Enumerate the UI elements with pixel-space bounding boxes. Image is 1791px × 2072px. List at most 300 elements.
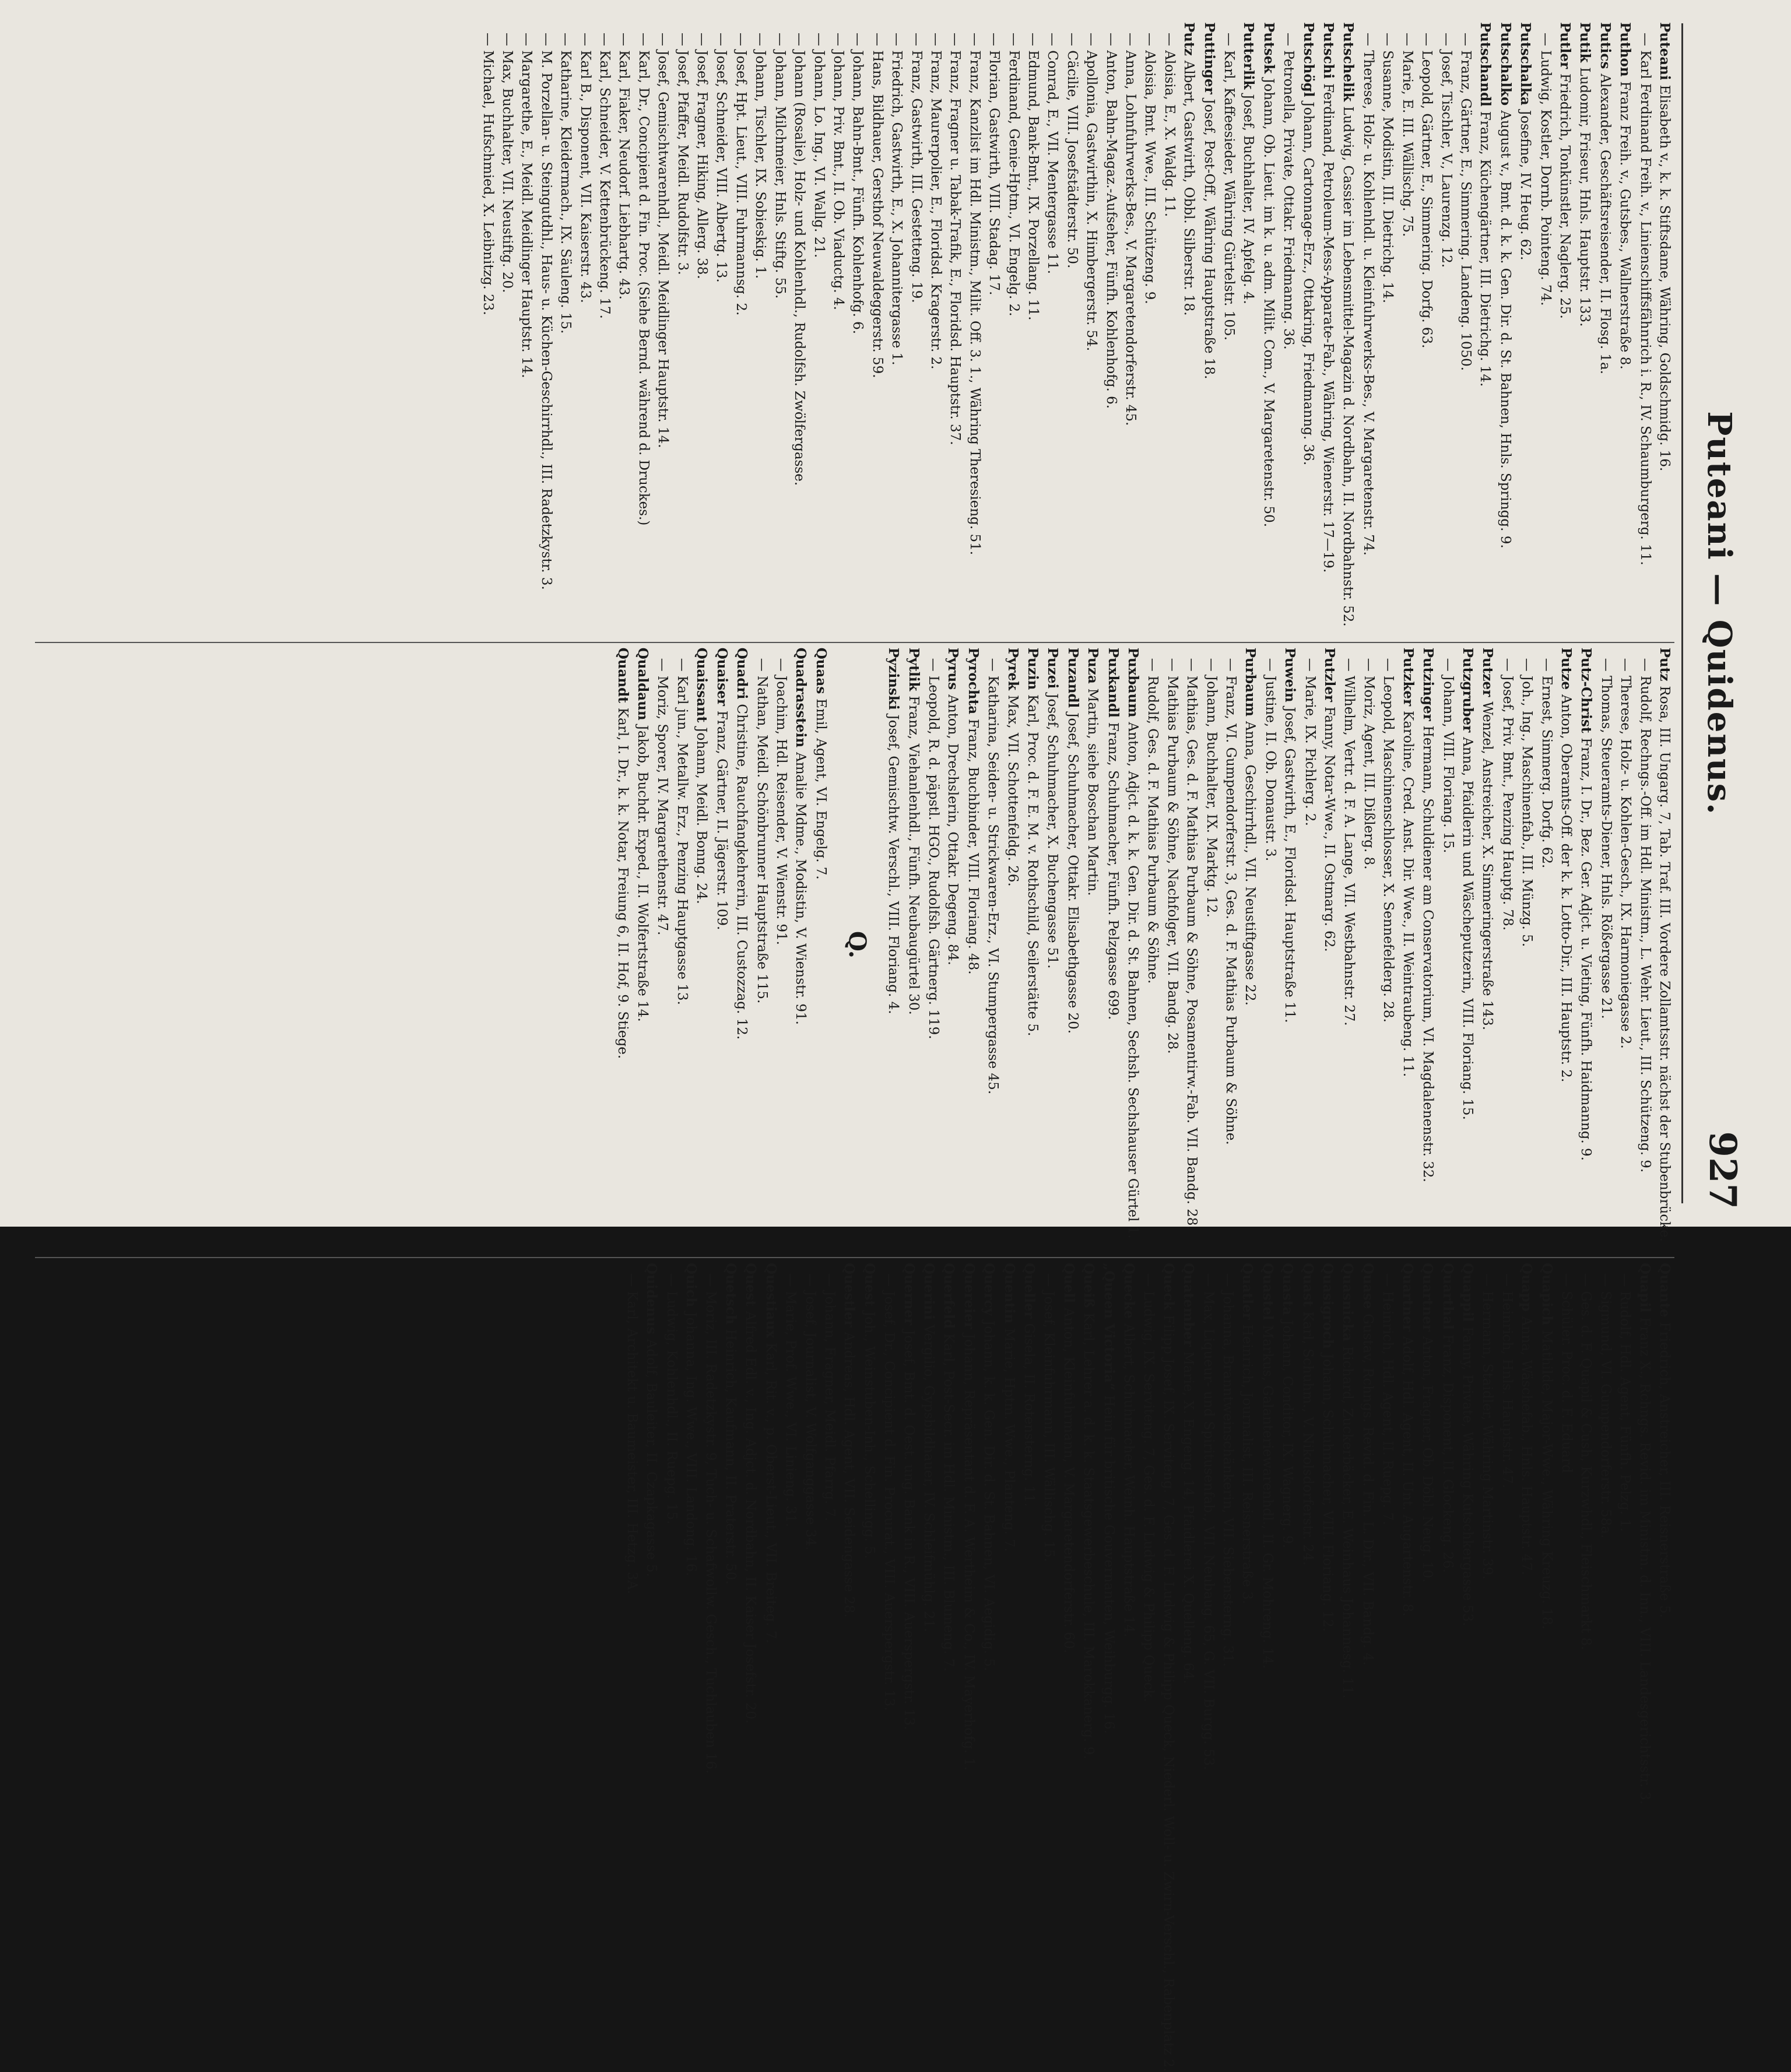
directory-entry (979, 1263, 999, 2072)
directory-subentry: — Therese, Holz- u. Kohlen-Gesch., IX. Harmoniegasse 2. (1618, 658, 1634, 1049)
directory-entry (1555, 22, 1575, 627)
directory-subentry: — Johann, Lo. Ing., VI. Wallg. 21. (811, 33, 827, 258)
directory-entry (1515, 22, 1535, 627)
entry-surname: Quercy (981, 1263, 998, 1321)
directory-subentry: — Franz, Gastwirth, III. Gestetteng. 19. (908, 33, 924, 303)
entry-surname: Puwein (1282, 647, 1298, 707)
directory-subentry: — Marie, Prof. Wwe., VI. Linieng. 31. (783, 1273, 799, 1527)
directory-entry (1475, 22, 1495, 627)
directory-subentry: — Johann, Milchmeier, Hnls. Stiftg. 55. (772, 33, 788, 299)
entry-surname: Quatember (1181, 1263, 1197, 1352)
entry-surname: Quaissant (694, 647, 710, 728)
directory-entry (1019, 1263, 1039, 2072)
directory-subentry: — Karl, Architekt u. Baumeister, III. Hetzg. 3A. (624, 1273, 640, 1595)
entry-surname: Pyrochta (965, 647, 981, 719)
entry-details: Emil, Agent, VI. Engelg. 7. (813, 698, 828, 880)
directory-subentry: — Josef, Gemischtwarenhdl., Meidl. Meidlinger Hauptstr. 14. (655, 33, 671, 448)
directory-subentry: — Friedrich, Gastwirth, E., X. Johannitergasse 1. (889, 33, 905, 366)
entry-details: Josef, Gemischtw. Verschl., VIII. Floriang. 4. (886, 714, 901, 1014)
entry-surname: Putschalka (1518, 22, 1534, 110)
directory-subentry: — Rudolf, Ges. d. F. Mathias Purbaum & Söhne. (1145, 658, 1161, 984)
directory-subentry: — M. Porzellan- u. Steingutdhl., Haus- u. Küchen-Geschirrhdl., III. Radetzkystr. 3. (538, 33, 554, 590)
directory-entry (1098, 1263, 1118, 2072)
entry-surname: Quaiser (714, 647, 730, 711)
entry-details: Johann, Conditor, IX. Wagnerg. 9. (1280, 1320, 1295, 1548)
entry-details: Karl, Lehrer a. d. k. k. Staatsgewerbeschule, III. Marokkanerg. 9. (1081, 1312, 1097, 1760)
entry-surname: Quapp (1519, 1263, 1535, 1316)
entry-surname: Pyrus (945, 647, 961, 695)
entry-surname: Putschandl (1477, 22, 1494, 111)
entry-surname: Queller (1021, 1263, 1037, 1323)
directory-subentry: — Franz, Kanzlist im Hdl. Ministm., Milit. Off. 3. 1., Währing Theresieng. 51. (967, 33, 982, 556)
entry-surname: Quartner (1420, 1263, 1436, 1336)
entry-details: Friedrich, Tonkünstler, Naglerg. 25. (1557, 73, 1572, 319)
entry-surname: Putsek (1260, 22, 1277, 79)
entry-details: Filipp Josef, IX. Serviteng. 7, Ges. d. F. Ludwig & Philipp Queck, Niederl. Woll- u. Zwirn-Verschl., Rabenplatz 2. (1160, 1315, 1176, 2072)
entry-details: Wenzel, Anstreicher, X. Simmeringerstraße 143. (1480, 701, 1495, 1031)
directory-subentry: — Karl B., Disponent, VII. Kaiserstr. 43. (577, 33, 593, 303)
directory-entry (1318, 1263, 1337, 2072)
directory-subentry: — Anna, Lohnfuhrwerks-Bes., V. Margaretendorferstr. 45. (1123, 33, 1139, 426)
directory-subentry: — Franz, Maurerpolier, E., Floridsd. Kragerstr. 2. (928, 33, 943, 370)
directory-subentry: — Ernest, Simmerg. Dorfg. 62. (1539, 658, 1554, 869)
directory-subentry: — Conrad, E., VII. Mentergasse 11. (1045, 33, 1060, 275)
directory-entry (691, 648, 711, 1242)
entry-details: Jakob, Buchdr. Exped., II. Wolfertstraße 14. (635, 725, 651, 1022)
directory-entry (1655, 1263, 1674, 2072)
directory-subentry: — Karl, Fiaker, Neudorf. Liebhartg. 43. (616, 33, 632, 300)
entry-details: Gisela, II. Rotensterng. 11. (1021, 1323, 1037, 1507)
entry-details: Anna, Wäschefab., Hnls. Hauptstr. 47. (1519, 1316, 1534, 1575)
directory-subentry: — Josef, Kleinfuhrmann, III. Wällischg. 15. (1041, 1273, 1057, 1562)
directory-entry (721, 1263, 740, 2072)
entry-surname: Putz (1181, 22, 1197, 61)
directory-entry (1062, 648, 1082, 1242)
directory-entry (1576, 648, 1596, 1242)
entry-details: Alfred Edl. v., Ing. Adjct. d. Nordbahn, II. Kaiser Josefstr. 20. (743, 1311, 758, 1724)
directory-entry (919, 1263, 939, 2072)
directory-subentry: — Sigmund, VI. Gumpendorferstr. 58a. (1597, 1273, 1613, 1539)
entry-surname: Questler (841, 1263, 858, 1332)
entry-details: Franz X., Rchngs. Revid. im Ministm. d. Inn., VIII. Landesgerichtsstr. 3. (1637, 1317, 1652, 1805)
page-header (1686, 0, 1750, 1227)
directory-subentry: — Moriz, III. Radetzkystr. 9, Tuch- u. Schafwollw. Gesch., Tuchlauben 16. (703, 1273, 719, 1774)
directory-subentry: — Ges. d. F. Quapil & Cush, Kurzwhdl., Fleischmarkt 8. (1578, 1273, 1594, 1650)
directory-subentry: — Moriz, Sporer, IV. Margarethenstr. 47. (655, 658, 670, 936)
directory-entry (1277, 1263, 1297, 2072)
directory-entry (1358, 1263, 1378, 2072)
entry-details: Ludomir, Friseur, Hnls. Hauptstr. 133. (1577, 67, 1593, 327)
directory-entry (898, 1263, 918, 2072)
entry-surname: Quaas (813, 647, 829, 699)
entry-details: Max, VII. Schottenfeldg. 26. (1005, 695, 1020, 887)
entry-surname: Quast (1300, 1263, 1316, 1312)
entry-details: Anton, Fragner, Ob. Döbl. Neug. 10. (1420, 1336, 1435, 1583)
entry-surname: Quecke (1121, 1263, 1137, 1323)
directory-entry (903, 648, 923, 1242)
entry-surname: Putschi (1321, 22, 1337, 84)
entry-details: Mathilde, Major-Wwe., Währing Kreuzg. 18. (1539, 1330, 1554, 1629)
entry-details: August v., Bmt. d. k. k. Gen. Dir. d. St. Bahnen, Hnls. Springg. 9. (1497, 110, 1513, 549)
entry-surname: Quapich (1539, 1263, 1555, 1330)
entry-details: Franz, Schuhmacher, Fünfh. Pelzgasse 699. (1105, 722, 1121, 1020)
directory-entry (1298, 22, 1318, 627)
directory-subentry: — Franz, Gärtner, E., Simmering. Landeng. 1050. (1458, 33, 1473, 371)
directory-entry (1458, 648, 1477, 1242)
directory-subentry: — Ludwig, IX. Serviteng. 7, Ges. d. F. Ludwig & Philipp Queck. (1141, 1273, 1157, 1702)
directory-subentry: — Justine, II. Ob. Donaustr. 3. (1262, 658, 1278, 862)
directory-entry (1418, 648, 1438, 1242)
entry-surname: Quartner (1399, 1263, 1416, 1336)
entry-surname: Putzinger (1420, 647, 1437, 726)
entry-details: Franz, Buchbinder, VIII. Floriang. 48. (965, 719, 981, 975)
entry-details: Franz, I. Dr., Bez. Ger. Adjct. u. Vieting, Fünfh. Haidmanng. 9. (1578, 738, 1594, 1161)
directory-subentry: — Thomas, Steueramts-Diener, Hnls. Rößergasse 21. (1598, 658, 1614, 1019)
entry-surname: Quarthal (1439, 1263, 1456, 1334)
entry-surname: Puxkandl (1105, 647, 1121, 722)
directory-entry (1655, 22, 1674, 627)
entry-details: Anton, Kleinfuhrmann, V. Margaretendorferstr. 60. (1060, 1307, 1076, 1653)
entry-surname: Putterlik (1241, 22, 1257, 94)
directory-subentry: — Marie, E. III. Wällischg. 75. (1399, 33, 1415, 237)
entry-details: Franz, Viehanlenhdl., Fünfh. Neubaugürtel 30. (905, 696, 921, 1015)
entry-details: Marie, X. Engeng. 14, Pfaidlerei X. Quelleng. 64. (1181, 1351, 1196, 1684)
entry-details: Josef, Bmt. d. Oest. ung. Bank in R., VIII. Auerspergstr. 13. (901, 1330, 916, 1730)
directory-subentry: — Katharina, Seiden- u. Strickwaren-Erz., VI. Stumpergasse 45. (985, 658, 1001, 1095)
directory-subentry: — Ludwig, Kostler, Dornb. Pointeng. 74. (1537, 33, 1553, 306)
entry-surname: Pyzinski (886, 647, 902, 715)
directory-entry (839, 1263, 859, 2072)
directory-entry (1397, 1263, 1417, 2072)
entry-surname: Quereier (961, 1263, 977, 1334)
directory-entry (1240, 648, 1260, 1242)
entry-surname: Putik (1577, 22, 1593, 68)
entry-surname: Querfeld (941, 1263, 957, 1333)
directory-entry (760, 1263, 780, 2072)
entry-details: Karl, Schuhm., V. Nikolsdorferstr. 24. (1300, 1311, 1315, 1565)
directory-column (35, 642, 1674, 1242)
entry-surname: Putzgruber (1459, 647, 1476, 738)
page-number: 927 (1701, 1131, 1744, 1209)
directory-entry (1297, 1263, 1317, 2072)
directory-subentry: — Josef, Fragner, Hiking, Allerg. 38. (694, 33, 710, 279)
directory-subentry: — Heinrich, Hnls. Hauptstr. 47. (1499, 1273, 1515, 1488)
directory-entry (1199, 22, 1218, 627)
directory-entry (939, 1263, 958, 2072)
directory-subentry: — Rudolf, Hdl. Agent, Fünfh. Pelzg. 1. (1617, 1273, 1633, 1532)
directory-subentry: — Katharine, Kleidermach., IX. Säuleng. 15. (558, 33, 574, 334)
entry-details: Karl, Proc. d. F. E. M. v. Rothschild, Seilerstätte 5. (1025, 694, 1040, 1037)
directory-subentry: — Joh., Ing., Maschinenfab., III. Münzg. 5. (1519, 658, 1535, 947)
entry-surname: Quasigroch (1320, 1263, 1336, 1354)
entry-details: Ludwig, Cassier im Lebensmittel-Magazin d. Nordbahn, II. Nordbahnstr. 52. (1340, 106, 1356, 627)
entry-surname: Quadri (734, 647, 750, 704)
entry-details: Rosa, III. Ungarg. 7, Tab. Traf. III. Vordere Zollamtsstr. nächst der Stubenbrücke. (1657, 686, 1672, 1242)
directory-entry (1595, 22, 1614, 627)
entry-details: Markus, Galanteriewarenhdl., II. Gr. Mohreng. 14. (1259, 1325, 1275, 1669)
directory-entry (732, 648, 751, 1242)
entry-surname: Puzin (1025, 647, 1041, 695)
directory-subentry: — Cäcilie, VIII. Josefstädterstr. 50. (1064, 33, 1080, 269)
entry-details: Franz, Gärtner, II. Jägerstr. 109. (714, 710, 729, 930)
entry-surname: Quich (683, 1263, 700, 1312)
directory-entry (1258, 22, 1278, 627)
directory-entry (1338, 22, 1358, 627)
directory-subentry: — Franz, Fragner u. Tabak-Trafik, E., Floridsd. Hauptstr. 37. (947, 33, 963, 445)
directory-subentry: — Schüler. Proc. d. F. Eduard (1558, 1273, 1574, 1473)
entry-surname: Pyrek (1005, 647, 1021, 696)
entry-surname: Putzler (1322, 647, 1338, 707)
entry-details: Johann, Repräsentant d. F. A. Wertheim & Co., IV. Mayerhofg. 1. (961, 1333, 977, 1771)
directory-entry (1556, 648, 1576, 1242)
directory-entry (1615, 22, 1635, 627)
entry-details: Ferdinand, Petroleum-Mess-Apparate-Fab., Währing, Wienerstr. 17—19. (1321, 83, 1336, 573)
directory-subentry: — Leopold, Gärtner, E., Simmering. Dorfg. 63. (1419, 33, 1435, 349)
entry-surname: Quadrasstein (793, 647, 809, 753)
directory-subentry: — Johann, Tischler, IX. Sobieskig. 1. (753, 33, 768, 279)
directory-subentry: — Edmund, Bank-Bmt., IX. Porzellang. 11. (1026, 33, 1041, 321)
entry-details: Anton, Drechslerin, Ottakr. Degeng. 84. (945, 694, 961, 965)
directory-column (35, 1257, 1674, 2072)
directory-subentry: — Karl, Schneider, V. Kettenbrückeng. 17. (597, 33, 613, 319)
directory-subentry: — Johann, VIII. Floriang. 15. (1440, 658, 1456, 854)
directory-column (35, 17, 1674, 627)
directory-entry (1319, 648, 1339, 1242)
entry-details: Johanna, Ing. Wwe., VIII. Landong. 16. (683, 1312, 699, 1576)
directory-subentry: — Max, Liqueur- und Spiritusenfab., VII. Neubaug. 65, G. VII. Burgg. 53. (1200, 1273, 1216, 1771)
directory-subentry: — Joachim, Hdl. Reisender, V. Wienstr. 91. (773, 658, 789, 945)
directory-entry (958, 1263, 978, 2072)
directory-entry (1237, 1263, 1257, 2072)
entry-surname: Putler (1557, 22, 1573, 74)
entry-surname: Quatler (1239, 1263, 1256, 1325)
entry-surname: Purbaum (1242, 647, 1259, 721)
entry-details: Andreas, Hdl. Agent, VII. Seidengasse 28. (841, 1332, 857, 1618)
page-title: Puteani — Quidenus. (1700, 411, 1739, 816)
directory-entry (1042, 648, 1062, 1242)
section-letter: Q. (843, 930, 871, 958)
directory-entry (859, 1263, 879, 2072)
directory-subentry: — Moriz, Agent, III. Dißlerg. 8. (1361, 658, 1376, 870)
directory-entry (633, 648, 652, 1242)
directory-subentry: — Marie, IX. Pichlerg. 2. (1302, 658, 1318, 826)
entry-details: Karl, Post-Secr. im Hdl. Ministm., III. Blumeng. 7. (941, 1333, 957, 1671)
entry-details: Fanny, Notar-Wwe., II. Ostmarg. 62. (1322, 706, 1337, 952)
directory-subentry: — Apollonia, Gastwirthin, X. Himbergerstr. 54. (1084, 33, 1100, 352)
directory-entry (1495, 22, 1515, 627)
directory-subentry: — Rudolf, Rechngs.-Off. im Hdl. Ministm., L. Wehr. Lieut., III. Schützeng. 9. (1637, 658, 1653, 1173)
entry-surname: Quante (1657, 1263, 1673, 1322)
directory-entry (1280, 648, 1300, 1242)
directory-subentry: — Margarethe, E., Meidl. Meidlinger Hauptstr. 14. (519, 33, 535, 378)
directory-subentry: — Karl jun., Metallw. Erz., Penzing Hauptgasse 13. (674, 658, 690, 1005)
entry-details: Josef, Buchhalter, IV. Apfelg. 4. (1241, 94, 1256, 304)
entry-details: Friedrich, Anstreicher, III. Reisnerstraße 5. (1657, 1322, 1672, 1618)
entry-surname: Quasta (1280, 1263, 1296, 1321)
directory-subentry: — Susanne, Modistin, III. Dietrichg. 14. (1380, 33, 1396, 304)
directory-subentry: — Mathias, Ges. d. F. Mathias Purbaum & Söhne, Posamentirw.-Fab. VII. Bandg. 28. (1184, 658, 1200, 1230)
directory-subentry: — Hans, Bildhauer, Gersthof Neuwaldeggerstr. 59. (869, 33, 885, 378)
entry-surname: Putzker (1400, 647, 1416, 711)
directory-entry (1634, 1263, 1654, 2072)
directory-entry (1337, 1263, 1357, 2072)
directory-columns (35, 17, 1674, 2072)
directory-subentry: — Josef, Priv. Bmt., Penzing Hauptg. 78. (1499, 658, 1515, 931)
entry-surname: Quandt (614, 647, 631, 708)
directory-subentry: — Therese, Holz- u. Kohlenhdl. u. Kleinfuhrwerks-Bes., V. Margaretenstr. 74. (1360, 33, 1376, 556)
entry-surname: Querini (921, 1263, 937, 1325)
entry-details: Josef, Gastwirth, E., Floridsd. Hauptstraße 11. (1282, 707, 1298, 1023)
header-rule (1681, 23, 1683, 1203)
directory-subentry: — Johanna, Branntweinschänkerin, VII. Siebensterng. 31. (1220, 1273, 1236, 1667)
entry-surname: Quetsch (722, 1263, 739, 1329)
entry-details: Anna, Pfaidlerin und Wäscheputzerin, VIII. Floriang. 15. (1459, 737, 1475, 1120)
directory-subentry: — Leopold, Maschinenschlosser, X. Sennefelderg. 28. (1381, 658, 1396, 1023)
entry-surname: Pytlik (905, 647, 922, 696)
directory-entry (1083, 648, 1102, 1242)
directory-entry (999, 1263, 1019, 2072)
entry-details: Martin, siehe Boschan Martin. (1085, 688, 1101, 896)
entry-details: Franz Freih. v., Gutsbes., Wallnerstraße 8. (1617, 81, 1633, 370)
entry-details: Johann, Cartonnage-Erz., Ottakring, Friedmanng. 36. (1300, 101, 1316, 466)
directory-subentry: — Karl, Dr., Concipient d. Fin. Proc. (Siehe Bernd. während d. Druckes.) (635, 33, 651, 526)
directory-subentry: — Johann, Bahn-Bmt., Fünfh. Kohlenhofg. 6. (850, 33, 866, 335)
entry-surname: Putz-Christ (1578, 647, 1595, 738)
directory-subentry: — Josef, Schneider, VIII. Albertg. 13. (714, 33, 729, 283)
directory-subentry: — Mathias Purbaum & Söhne, Nachfolger, VII. Bandg. 28. (1164, 658, 1180, 1054)
directory-subentry: — Josef, Journalist, V. Wolfganggasse 34. (802, 1273, 818, 1551)
entry-surname: Quest (743, 1263, 759, 1311)
entry-surname: Quell (1060, 1263, 1077, 1308)
entry-surname: Putzer (1480, 647, 1496, 702)
directory-subentry: — Michael, Hufschmied, X. Leibnitzg. 23. (480, 33, 496, 315)
entry-surname: Queiß (1081, 1263, 1097, 1313)
directory-subentry: — Max, Buchhalter, VII. Neustiftg. 20. (500, 33, 515, 293)
directory-subentry: — Aloisia, E., X. Waldg. 11. (1161, 33, 1177, 217)
entry-surname: Putze (1558, 647, 1574, 695)
directory-subentry: — Heinrich, Hdl. Agent, II. Ruepg. 7. (1380, 1273, 1396, 1525)
directory-entry (1002, 648, 1022, 1242)
directory-subentry: — Ludwig, Kohlenhdl., II. Ruepg. 15. (663, 1273, 679, 1525)
entry-details: Heinrich, Journalist, III. Reisnerstraße 3. (1239, 1324, 1255, 1604)
entry-surname: Puzandl (1065, 647, 1081, 713)
entry-surname: Putschögl (1300, 22, 1316, 102)
entry-details: Anton, Oberamts-Off. der k. k. Lotto-Dir., III. Hauptstr. 2. (1558, 694, 1574, 1083)
directory-entry (1318, 22, 1338, 627)
entry-details: Franz, Disponent, II. Glockeng. 26. (1439, 1334, 1455, 1573)
directory-subentry: — Petronella, Private, Ottakr. Friedmanng. 36. (1281, 33, 1297, 350)
directory-entry (612, 648, 632, 1242)
entry-surname: Quastel (1259, 1263, 1276, 1325)
entry-details: Karoline, Cred. Anst. Dir. Wwe., II. Weintraubeng. 11. (1400, 711, 1416, 1077)
directory-subentry: — Karl Ferdinand Freih. v., Linienschiffsfähnrich i. R., IV. Schaumburgerg. 11. (1637, 33, 1653, 566)
directory-subentry: — Franz, VI. Gumpendorferstr. 3, Ges. d. F. Mathias Purbaum & Söhne. (1223, 658, 1239, 1145)
directory-subentry: — Josef, Pfaffer, Meidl. Rudolfstr. 3. (675, 33, 690, 275)
entry-surname: Quasnicka (1340, 1263, 1356, 1346)
entry-details: Christine, Rauchfangkehrerin, III. Custozzag. 12. (734, 704, 750, 1040)
entry-details: Josef, Schuhmacher, Ottakr. Elisabethgasse 20. (1065, 712, 1080, 1034)
directory-entry (943, 648, 963, 1242)
entry-surname: Queck (1160, 1263, 1177, 1315)
entry-surname: Quappil (1459, 1263, 1476, 1327)
directory-subentry: — Josef, Dr., Concipient d. Fin. Procurat., VIII. Auerspergstr. 13. (882, 1273, 897, 1711)
entry-details: Joh., Weinstuben-Inh., Schellingg. 5. (861, 1311, 877, 1559)
directory-subentry: — Karl, Kaffeesieder, Währing Gürtelstr. 105. (1221, 33, 1237, 340)
entry-surname: Querner (901, 1263, 917, 1330)
entry-details: Amalie Mdme., Modistin, V. Wienstr. 91. (793, 752, 809, 1025)
entry-surname: Quase (1360, 1263, 1376, 1314)
entry-surname: Quapil (1637, 1263, 1653, 1318)
entry-surname: Puthon (1617, 22, 1634, 82)
directory-entry (1397, 648, 1417, 1242)
directory-entry (740, 1263, 760, 2072)
entry-surname: Putz (1657, 647, 1673, 686)
entry-details: Richard, Zuckerbäcker, E. Weinhaus Johannesg. 11. (1340, 1346, 1355, 1699)
directory-entry (1123, 648, 1143, 1242)
directory-subentry: — Johann, Fragner, Meidl. Pfarrg. 7. (821, 1273, 837, 1522)
entry-surname: Puza (1085, 647, 1101, 689)
directory-entry (810, 648, 830, 1242)
entry-surname: Puxbaum (1125, 647, 1142, 722)
directory-entry (1178, 1263, 1198, 2072)
entry-details: Franz, Küchengärtner, III. Dietrichg. 14. (1477, 111, 1493, 387)
directory-entry (1023, 648, 1042, 1242)
directory-subentry: — Josef, Tischler, V., Laurenzg. 12. (1438, 33, 1454, 268)
directory-entry (681, 1263, 701, 2072)
entry-surname: Quentin (1001, 1263, 1017, 1329)
directory-entry (1238, 22, 1258, 627)
entry-details: Albert, Schuhmacher, Weinh. Hauptstraße 14. (1121, 1323, 1137, 1638)
directory-entry (791, 648, 810, 1242)
directory-entry (1179, 22, 1199, 627)
entry-details: Gustav, Rchngs. Revid. d. Fin. L. Dir., VII. Bandg. 4. (1360, 1314, 1375, 1666)
directory-subentry: — Anton, Bahn-Magaz.-Aufseher, Fünfh. Kohlenhofg. 6. (1103, 33, 1119, 409)
directory-entry (1058, 1263, 1078, 2072)
directory-entry (641, 1263, 661, 2072)
entry-details: Alexander, Geschäftsreisender, II. Flosg. 1a. (1597, 73, 1613, 374)
directory-subentry: — Florian, Gastwirth, VIII. Stadag. 17. (986, 33, 1002, 296)
directory-subentry: — Leopold, R. d. päpstl. HGO., Rudolfsh. Gärtnerg. 119. (925, 658, 941, 1039)
directory-subentry: — Johann (Rosalie), Holz- und Kohlenhdl., Rudolfsh. Zwölfergasse. (792, 33, 807, 486)
entry-details: Fanny, Private, Währing Kutschkergasse 53. (1459, 1326, 1475, 1627)
directory-entry (1417, 1263, 1437, 2072)
entry-surname: Quidenus (644, 1263, 660, 1339)
entry-details: Johann, Meidl. Bonng. 24. (694, 727, 710, 904)
directory-entry (1536, 1263, 1556, 2072)
directory-subentry: — Josef, Hpt. Lieut., VIII. Fuhrmannsg. 2. (733, 33, 749, 316)
directory-subentry: — Ferdinand, Genie-Hptm., VI. Engelg. 2. (1006, 33, 1021, 317)
entry-details: Karl, I. Dr., k. k. Notar, Freiung 6, II. Hof, 9. Stiege. (614, 707, 630, 1059)
directory-entry (1079, 1263, 1098, 2072)
directory-subentry: — Johann, Buchhalter, IX. Marktg. 12. (1203, 658, 1219, 918)
entry-details: Adolf, Bauleiter, II. Czapkagasse 5. (644, 1339, 659, 1577)
entry-details: Marie, Hptm. Wwe., Planteng. 7. (1001, 1328, 1017, 1552)
directory-entry (1458, 1263, 1477, 2072)
directory-entry (1158, 1263, 1178, 2072)
entry-surname: „Queen Victoria“ (1101, 1263, 1117, 1396)
directory-entry (1655, 648, 1674, 1242)
entry-surname: Putics (1597, 22, 1613, 74)
entry-details: Josef, Schuhmacher, X. Buchengasse 51. (1045, 693, 1060, 969)
entry-surname: Quest (861, 1263, 877, 1311)
entry-details: Josef, Post-Off., Währing Hauptstraße 18. (1201, 99, 1217, 380)
directory-subentry: — Johann, Priv. Bmt., II. Ob. Viaductg. 4. (830, 33, 846, 310)
directory-entry (1575, 22, 1595, 627)
directory-entry (1119, 1263, 1139, 2072)
directory-entry (1437, 1263, 1457, 2072)
entry-details: Vergilio, Gypsbildhauer, IV. Schleifmühlg. 21. (921, 1324, 936, 1632)
entry-surname: Putschelik (1340, 22, 1357, 107)
